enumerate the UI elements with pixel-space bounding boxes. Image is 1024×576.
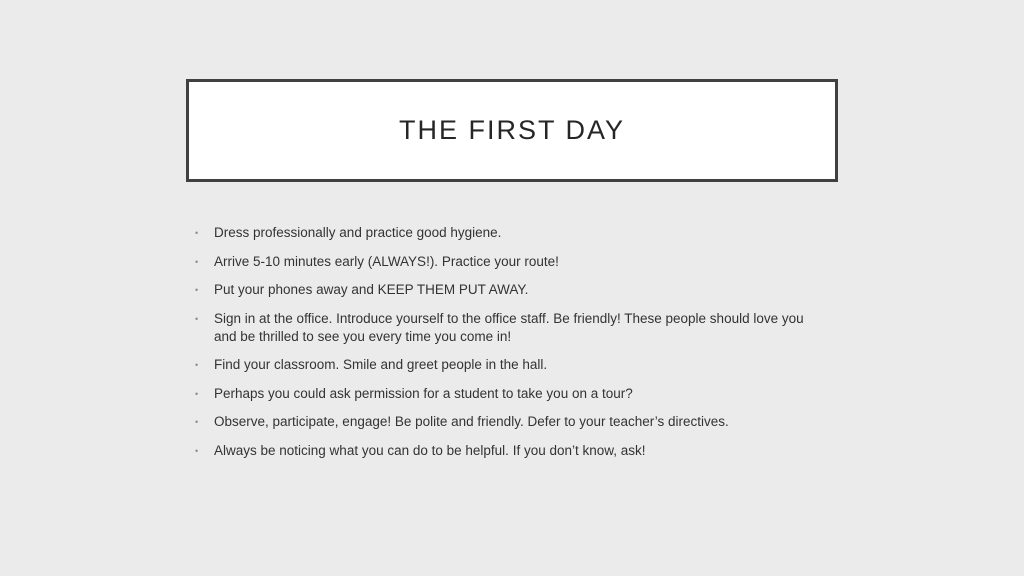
bullet-text: Always be noticing what you can do to be helpful. If you don’t know, ask! xyxy=(214,442,646,458)
slide-title: THE FIRST DAY xyxy=(398,115,626,145)
title-box xyxy=(186,79,838,182)
bullet-dot-icon: • xyxy=(195,417,199,427)
bullet-item xyxy=(195,281,825,299)
bullet-item xyxy=(195,356,825,374)
bullet-text: Perhaps you could ask permission for a student to take you on a tour? xyxy=(214,385,633,401)
bullet-dot-icon: • xyxy=(195,445,199,456)
bullet-dot-icon: • xyxy=(195,285,199,295)
bullet-text: Observe, participate, engage! Be polite and friendly. Defer to your teacher’s directives. xyxy=(214,414,729,429)
bullet-dot-icon: • xyxy=(195,360,199,370)
bullet-item xyxy=(195,442,825,460)
bullet-item xyxy=(195,310,825,346)
bullet-dot-icon: • xyxy=(195,228,199,238)
bullet-item xyxy=(195,253,825,271)
bullet-dot-icon: • xyxy=(195,256,199,267)
bullet-dot-icon: • xyxy=(195,313,199,324)
bullet-item xyxy=(195,413,825,431)
bullet-item xyxy=(195,224,825,242)
bullet-item xyxy=(195,385,825,403)
bullet-text: Dress professionally and practice good hygiene. xyxy=(214,225,502,240)
bullet-text: Sign in at the office. Introduce yourself to the office staff. Be friendly! These people should love you and be thrilled to see you every time you come in! xyxy=(214,310,804,344)
bullet-dot-icon: • xyxy=(195,388,199,399)
bullet-text: Find your classroom. Smile and greet people in the hall. xyxy=(214,357,548,372)
bullet-text: Arrive 5-10 minutes early (ALWAYS!). Practice your route! xyxy=(214,253,559,269)
bullet-list xyxy=(195,224,825,470)
bullet-text: Put your phones away and KEEP THEM PUT AWAY. xyxy=(214,282,529,297)
